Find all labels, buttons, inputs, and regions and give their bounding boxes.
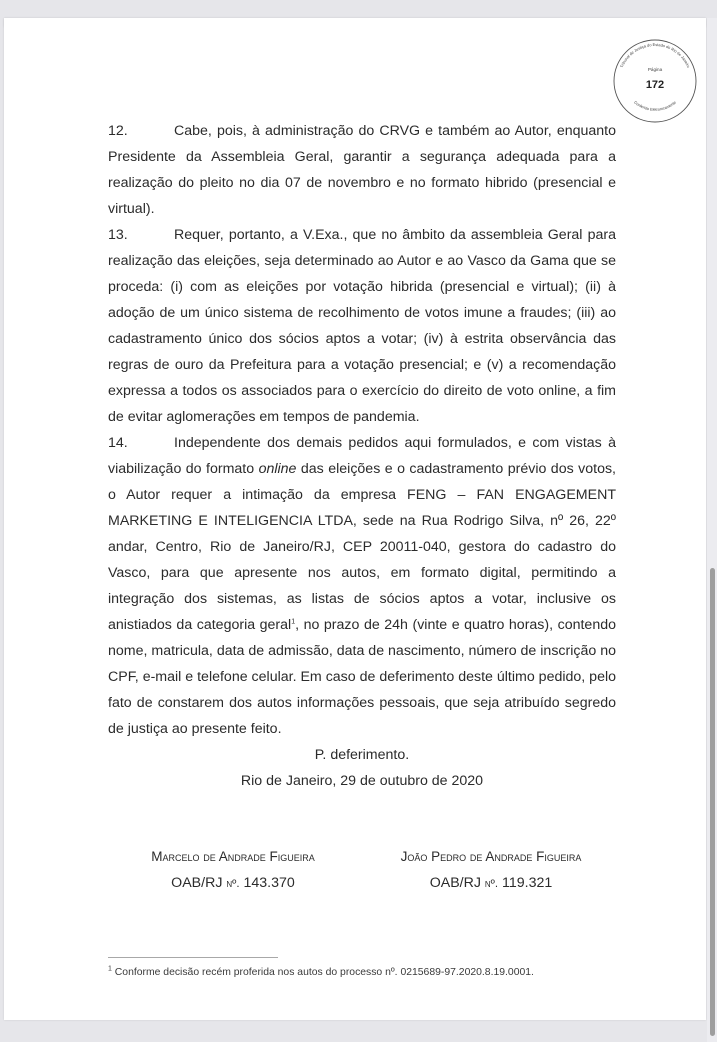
signer-oab [366,870,616,897]
closing-request: P. deferimento. [314,747,410,763]
footnote-text: Conforme decisão recém proferida nos autos do processo nº. 0215689-97.2020.8.19.0001. [114,967,534,978]
stamp-footer-text: Conferido Eletronicamente [633,99,677,112]
paragraph-number: 13. [108,227,128,243]
italic-term: online [258,461,297,477]
signature-1 [108,844,358,897]
oab-prefix: OAB/RJ [429,875,481,891]
vertical-scrollbar[interactable] [707,18,717,1042]
signer-name: João Pedro de Andrade Figueira [400,849,582,864]
footnote-reference[interactable]: 1 [291,618,296,626]
paragraph-number: 12. [108,123,128,139]
paragraph-text: , no prazo de 24h (vinte e quatro horas), contendo nome, matricula, data de admissão, data de nascimento, número de inscrição no CPF, e-mail e telefone celular. Em caso de deferimento deste último pedido, pelo fato de constarem dos autos informações pessoais, que seja atribuído segredo de justiça ao presente feito. [108,617,616,737]
stamp-court-text: Tribunal de Justiça do Estado do Rio de Janeiro [618,41,692,69]
paragraph-12 [108,118,616,222]
paragraph-text: Independente dos demais pedidos aqui formulados, e com vistas à viabilização do formato [108,435,616,477]
document-body [108,118,616,794]
paragraph-text: das eleições e o cadastramento prévio dos votos, o Autor requer a intimação da empresa FENG – FAN ENGAGEMENT MARKETING E INTELIGENCIA LTDA, sede na Rua Rodrigo Silva, nº 26, 22º andar, Centro, Rio de Janeiro/RJ, CEP 20011-040, gestora do cadastro do Vasco, para que apresente nos autos, em formato digital, permitindo a integração dos sistemas, as listas de sócios aptos a votar, inclusive os anistiados da categoria geral [108,461,616,633]
footnote-separator [108,957,278,958]
paragraph-number: 14. [108,435,128,451]
stamp-label: Página [647,67,663,72]
document-page [4,18,706,1020]
signature-2 [366,844,616,897]
paragraph-text: Requer, portanto, a V.Exa., que no âmbito da assembleia Geral para realização das eleições, seja determinado ao Autor e ao Vasco da Gama que se proceda: (i) com as eleições por votação hibrida (presencial e virtual); (ii) à adoção de um único sistema de recolhimento de votos imune a fraudes; (iii) ao cadastramento único dos sócios aptos a votar; (iv) à estrita observância das regras de ouro da Prefeitura para a votação presencial; e (v) a recomendação expressa a todos os associados para o exercício do direito de voto online, a fim de evitar aglomerações em tempos de pandemia. [108,227,616,425]
stamp-page-number: 172 [645,79,665,91]
court-page-stamp [612,38,698,124]
stamp-seal-icon [612,38,698,124]
paragraph-13 [108,222,616,430]
signer-name: Marcelo de Andrade Figueira [151,849,315,864]
footnote-mark: 1 [108,965,112,973]
signer-oab [108,870,358,897]
signature-block [108,844,616,897]
footnote [108,966,638,980]
oab-number: 143.370 [243,875,295,891]
oab-no-label: nº. [484,878,499,890]
oab-prefix: OAB/RJ [171,875,223,891]
footnote-area [108,957,638,980]
scrollbar-thumb[interactable] [710,568,715,1036]
place-date: Rio de Janeiro, 29 de outubro de 2020 [240,773,484,789]
oab-number: 119.321 [502,875,553,891]
oab-no-label: nº. [226,878,240,890]
paragraph-text: Cabe, pois, à administração do CRVG e também ao Autor, enquanto Presidente da Assembleia Geral, garantir a segurança adequada para a realização do pleito no dia 07 de novembro e no formato hibrido (presencial e virtual). [108,123,616,217]
paragraph-14 [108,430,616,742]
